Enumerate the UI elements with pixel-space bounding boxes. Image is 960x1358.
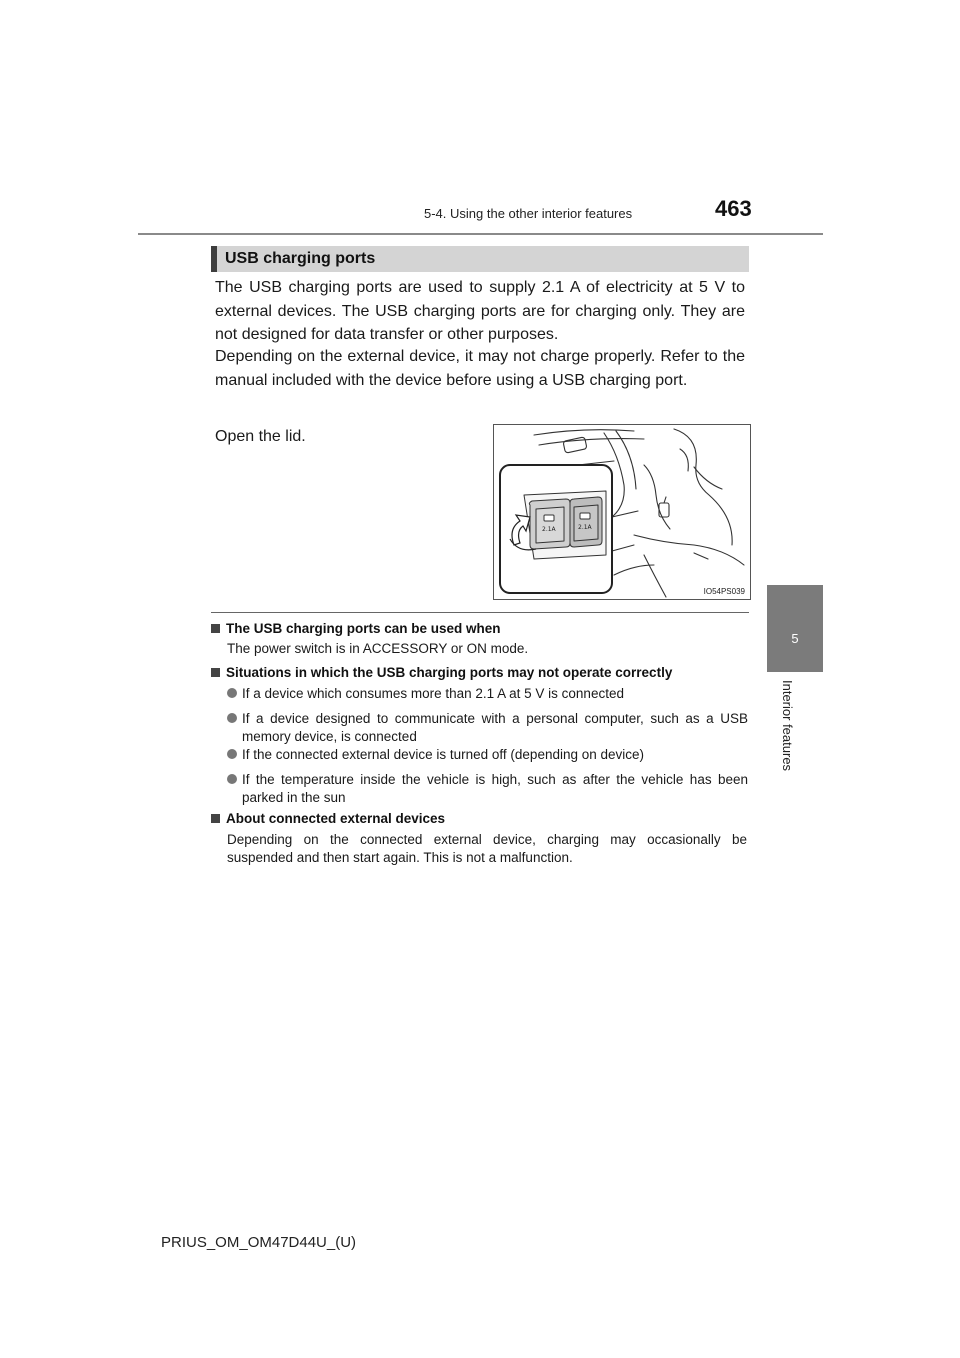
note-heading-usable-when: The USB charging ports can be used when — [211, 621, 501, 636]
section-heading — [211, 246, 749, 272]
note-heading-situations: Situations in which the USB charging ports may not operate correctly — [211, 665, 672, 680]
circle-bullet-icon — [227, 688, 237, 698]
square-bullet-icon — [211, 668, 220, 677]
paragraph-compatibility: Depending on the external device, it may not charge properly. Refer to the manual included with the device before using a USB charging port. — [215, 348, 745, 389]
note-heading-external-devices: About connected external devices — [211, 811, 445, 826]
document-code-footer: PRIUS_OM_OM47D44U_(U) — [161, 1234, 357, 1251]
circle-bullet-icon — [227, 713, 237, 723]
note-text-usable-when: The power switch is in ACCESSORY or ON mode. — [227, 641, 529, 656]
figure-code: IO54PS039 — [703, 587, 745, 596]
page-number: 463 — [715, 196, 752, 221]
console-drawing — [494, 425, 750, 599]
list-item: If a device designed to communicate with a personal computer, such as a USB memory device, is connected — [227, 710, 749, 746]
note-text-external-devices: Depending on the connected external device, charging may occasionally be suspended and then start again. This is not a malfunction. — [227, 832, 747, 865]
circle-bullet-icon — [227, 774, 237, 784]
notes-divider — [211, 612, 749, 613]
square-bullet-icon — [211, 814, 220, 823]
section-heading-bar — [211, 246, 217, 272]
chapter-tab — [767, 585, 823, 672]
paragraph-open-lid: Open the lid. — [215, 428, 306, 445]
chapter-number: 5 — [791, 631, 799, 646]
port-label-left: 2.1A — [542, 526, 556, 533]
paragraph-usage: The USB charging ports are used to supply 2.1 A of electricity at 5 V to external devices. The USB charging ports are for charging only. They are not designed for data transfer or other purposes. — [215, 279, 745, 343]
section-heading-title: USB charging ports — [225, 250, 376, 267]
circle-bullet-icon — [227, 749, 237, 759]
list-item: If a device which consumes more than 2.1 A at 5 V is connected — [227, 685, 749, 703]
header-rule — [138, 233, 823, 235]
usb-ports-illustration — [493, 424, 751, 600]
list-item: If the connected external device is turned off (depending on device) — [227, 746, 749, 764]
chapter-label: Interior features — [780, 680, 795, 772]
list-item: If the temperature inside the vehicle is high, such as after the vehicle has been parked in the sun — [227, 771, 749, 807]
header-section-title: 5-4. Using the other interior features — [424, 206, 633, 221]
port-label-right: 2.1A — [578, 524, 592, 531]
square-bullet-icon — [211, 624, 220, 633]
